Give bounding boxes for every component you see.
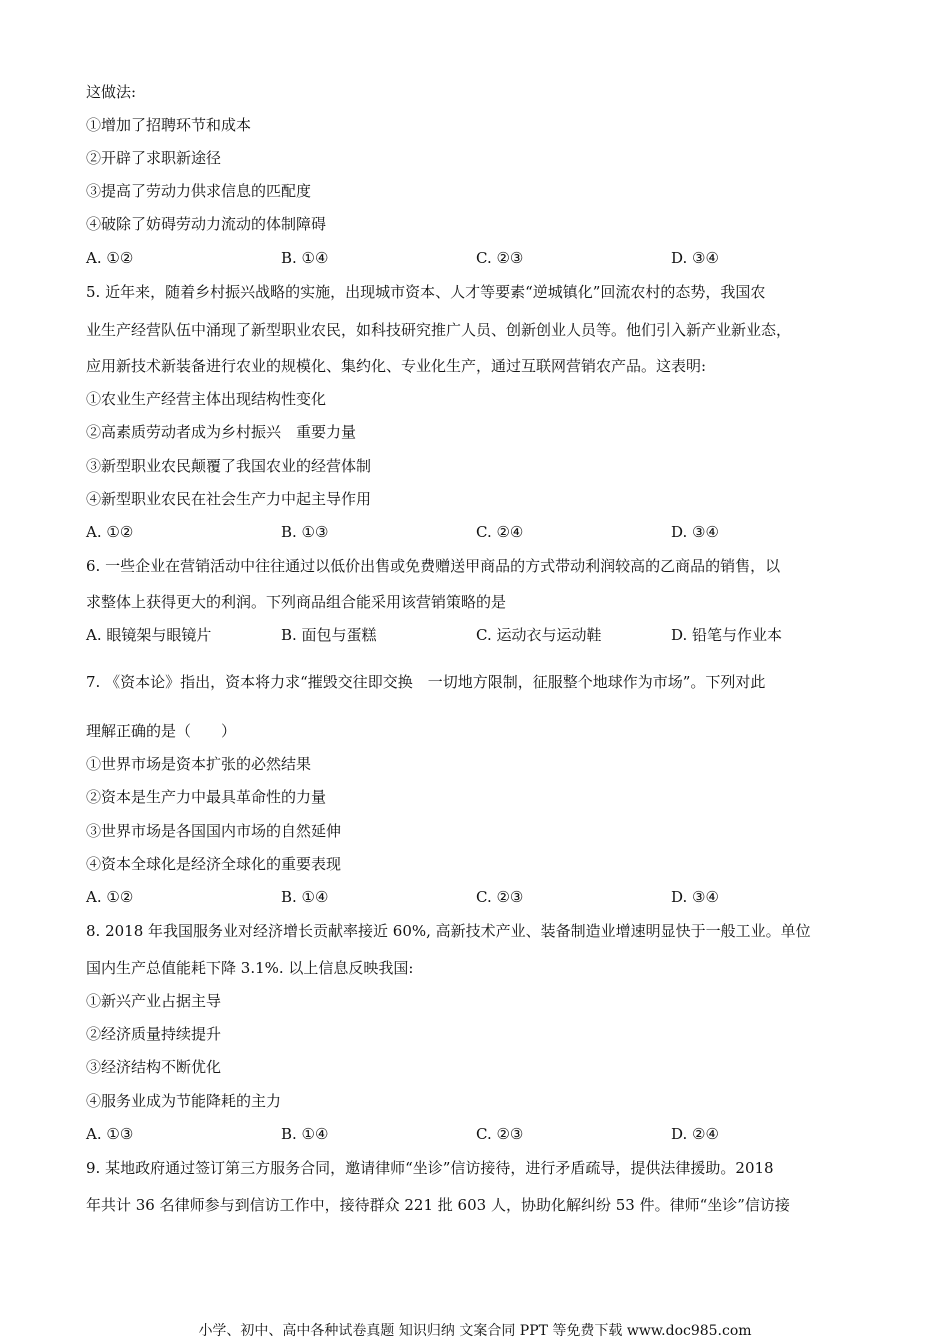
option-statement: ①世界市场是资本扩张的必然结果: [86, 755, 312, 773]
option-statement: ②开辟了求职新途径: [86, 149, 222, 167]
answer-option-c: C. ②③: [476, 249, 524, 267]
question-5-text: 应用新技术新装备进行农业的规模化、集约化、专业化生产，通过互联网营销农产品。这表明:: [86, 357, 707, 375]
question-8-text: 8. 2018 年我国服务业对经济增长贡献率接近 60%, 高新技术产业、装备制造业增速明显快于一般工业。单位: [86, 922, 811, 940]
answer-option-d: D. ③④: [671, 888, 719, 906]
answer-option-b: B. 面包与蛋糕: [281, 626, 377, 644]
answer-option-d: D. ③④: [671, 249, 719, 267]
answer-option-d: D. ③④: [671, 523, 719, 541]
answer-option-b: B. ①④: [281, 1125, 329, 1143]
option-statement: ①农业生产经营主体出现结构性变化: [86, 390, 327, 408]
question-5-text: 业生产经营队伍中涌现了新型职业农民，如科技研究推广人员、创新创业人员等。他们引入新产业新业态，: [86, 321, 792, 339]
option-statement: ③提高了劳动力供求信息的匹配度: [86, 182, 312, 200]
question-9-text: 9. 某地政府通过签订第三方服务合同，邀请律师“坐诊”信访接待，进行矛盾疏导，提供法律援助。2018: [86, 1159, 774, 1177]
answer-option-a: A. ①②: [86, 888, 134, 906]
option-statement: ④服务业成为节能降耗的主力: [86, 1092, 282, 1110]
option-statement: ①增加了招聘环节和成本: [86, 116, 252, 134]
page-footer: 小学、初中、高中各种试卷真题 知识归纳 文案合同 PPT 等免费下载 www.doc985.com: [198, 1323, 752, 1339]
option-statement: ③世界市场是各国国内市场的自然延伸: [86, 822, 342, 840]
answer-option-b: B. ①③: [281, 523, 329, 541]
question-6-text: 求整体上获得更大的利润。下列商品组合能采用该营销策略的是: [86, 593, 507, 611]
answer-option-c: C. ②③: [476, 1125, 524, 1143]
answer-option-d: D. 铅笔与作业本: [671, 626, 783, 644]
question-6-text: 6. 一些企业在营销活动中往往通过以低价出售或免费赠送甲商品的方式带动利润较高的乙商品的销售，以: [86, 557, 781, 575]
question-7-text: 7. 《资本论》指出，资本将力求“摧毁交往即交换 一切地方限制，征服整个地球作为市场”。下列对此: [86, 673, 766, 691]
answer-option-b: B. ①④: [281, 888, 329, 906]
answer-option-c: C. ②④: [476, 523, 524, 541]
option-statement: ③经济结构不断优化: [86, 1058, 222, 1076]
answer-option-d: D. ②④: [671, 1125, 719, 1143]
option-statement: ②高素质劳动者成为乡村振兴 重要力量: [86, 423, 357, 441]
option-statement: ①新兴产业占据主导: [86, 992, 222, 1010]
answer-option-a: A. 眼镜架与眼镜片: [86, 626, 212, 644]
option-statement: ②资本是生产力中最具革命性的力量: [86, 788, 327, 806]
answer-option-b: B. ①④: [281, 249, 329, 267]
answer-option-c: C. 运动衣与运动鞋: [476, 626, 602, 644]
question-9-text: 年共计 36 名律师参与到信访工作中，接待群众 221 批 603 人，协助化解纠纷 53 件。律师“坐诊”信访接: [86, 1196, 790, 1214]
option-statement: ④新型职业农民在社会生产力中起主导作用: [86, 490, 372, 508]
question-8-text: 国内生产总值能耗下降 3.1%. 以上信息反映我国:: [86, 959, 414, 977]
answer-option-a: A. ①②: [86, 523, 134, 541]
text-line: 这做法:: [86, 83, 137, 101]
option-statement: ④资本全球化是经济全球化的重要表现: [86, 855, 342, 873]
answer-option-c: C. ②③: [476, 888, 524, 906]
answer-option-a: A. ①②: [86, 249, 134, 267]
option-statement: ④破除了妨碍劳动力流动的体制障碍: [86, 215, 327, 233]
question-7-text: 理解正确的是（ ）: [86, 722, 237, 740]
option-statement: ②经济质量持续提升: [86, 1025, 222, 1043]
option-statement: ③新型职业农民颠覆了我国农业的经营体制: [86, 457, 372, 475]
question-5-text: 5. 近年来，随着乡村振兴战略的实施，出现城市资本、人才等要素“逆城镇化”回流农村的态势，我国农: [86, 283, 766, 301]
answer-option-a: A. ①③: [86, 1125, 134, 1143]
